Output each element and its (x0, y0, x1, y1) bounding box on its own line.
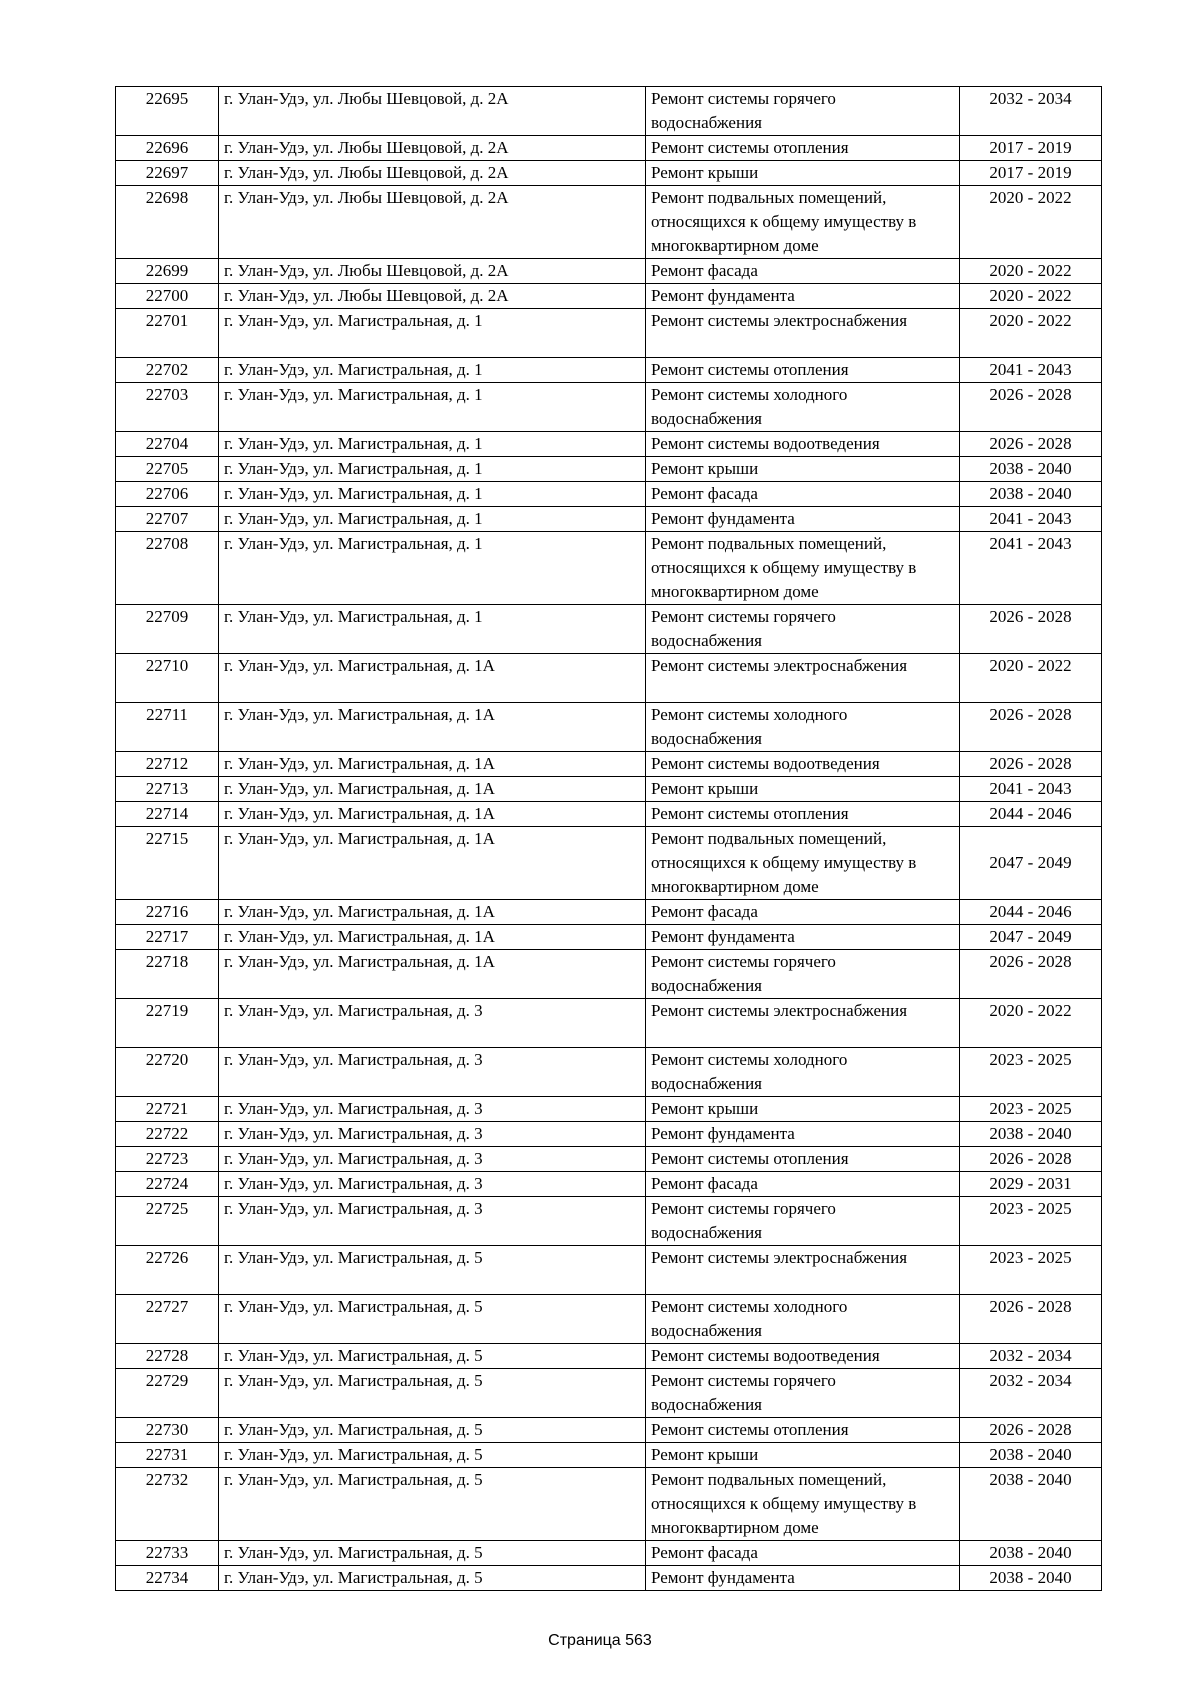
row-work-cell: Ремонт системы горячего водоснабжения (646, 950, 960, 999)
row-id-cell: 22720 (116, 1048, 219, 1097)
row-address-cell: г. Улан-Удэ, ул. Магистральная, д. 1 (219, 507, 646, 532)
row-period-cell: 2020 - 2022 (960, 654, 1102, 703)
row-address-cell: г. Улан-Удэ, ул. Магистральная, д. 1А (219, 827, 646, 900)
table-row (116, 358, 1102, 383)
row-id-cell: 22734 (116, 1566, 219, 1591)
row-id-cell: 22729 (116, 1369, 219, 1418)
table-row (116, 1369, 1102, 1418)
row-period-cell: 2038 - 2040 (960, 1468, 1102, 1541)
row-period-cell: 2023 - 2025 (960, 1246, 1102, 1295)
row-id-cell: 22695 (116, 87, 219, 136)
row-period-cell: 2020 - 2022 (960, 999, 1102, 1048)
row-address-cell: г. Улан-Удэ, ул. Магистральная, д. 1А (219, 777, 646, 802)
row-work-cell: Ремонт системы отопления (646, 1418, 960, 1443)
row-period-cell: 2041 - 2043 (960, 777, 1102, 802)
row-address-cell: г. Улан-Удэ, ул. Магистральная, д. 1А (219, 900, 646, 925)
table-row (116, 259, 1102, 284)
row-work-cell: Ремонт крыши (646, 457, 960, 482)
row-period-cell: 2026 - 2028 (960, 432, 1102, 457)
row-id-cell: 22705 (116, 457, 219, 482)
row-address-cell: г. Улан-Удэ, ул. Магистральная, д. 1 (219, 432, 646, 457)
table-row (116, 1566, 1102, 1591)
table-row (116, 1172, 1102, 1197)
table-row (116, 457, 1102, 482)
row-period-cell: 2020 - 2022 (960, 284, 1102, 309)
row-address-cell: г. Улан-Удэ, ул. Магистральная, д. 5 (219, 1246, 646, 1295)
row-id-cell: 22717 (116, 925, 219, 950)
row-id-cell: 22728 (116, 1344, 219, 1369)
row-work-cell: Ремонт системы горячего водоснабжения (646, 605, 960, 654)
row-address-cell: г. Улан-Удэ, ул. Магистральная, д. 1 (219, 383, 646, 432)
row-work-cell: Ремонт системы отопления (646, 358, 960, 383)
row-address-cell: г. Улан-Удэ, ул. Любы Шевцовой, д. 2А (219, 284, 646, 309)
row-address-cell: г. Улан-Удэ, ул. Магистральная, д. 1А (219, 752, 646, 777)
row-period-cell: 2044 - 2046 (960, 900, 1102, 925)
table-row (116, 1097, 1102, 1122)
row-work-cell: Ремонт фасада (646, 1541, 960, 1566)
row-id-cell: 22733 (116, 1541, 219, 1566)
row-id-cell: 22701 (116, 309, 219, 358)
table-row (116, 507, 1102, 532)
row-work-cell: Ремонт подвальных помещений, относящихся к общему имуществу в многоквартирном доме (646, 827, 960, 900)
row-id-cell: 22712 (116, 752, 219, 777)
row-id-cell: 22716 (116, 900, 219, 925)
row-work-cell: Ремонт системы электроснабжения (646, 1246, 960, 1295)
table-row (116, 482, 1102, 507)
row-address-cell: г. Улан-Удэ, ул. Магистральная, д. 1А (219, 703, 646, 752)
row-address-cell: г. Улан-Удэ, ул. Магистральная, д. 5 (219, 1566, 646, 1591)
table-row (116, 950, 1102, 999)
table-row (116, 87, 1102, 136)
row-period-cell: 2041 - 2043 (960, 507, 1102, 532)
row-address-cell: г. Улан-Удэ, ул. Магистральная, д. 3 (219, 1048, 646, 1097)
row-id-cell: 22725 (116, 1197, 219, 1246)
row-id-cell: 22697 (116, 161, 219, 186)
row-id-cell: 22704 (116, 432, 219, 457)
row-work-cell: Ремонт системы холодного водоснабжения (646, 1048, 960, 1097)
row-work-cell: Ремонт фундамента (646, 925, 960, 950)
row-period-cell: 2038 - 2040 (960, 482, 1102, 507)
row-id-cell: 22711 (116, 703, 219, 752)
table-row (116, 1147, 1102, 1172)
row-work-cell: Ремонт системы водоотведения (646, 1344, 960, 1369)
row-work-cell: Ремонт крыши (646, 161, 960, 186)
row-id-cell: 22706 (116, 482, 219, 507)
table-row (116, 1246, 1102, 1295)
row-period-cell: 2017 - 2019 (960, 161, 1102, 186)
row-period-cell: 2047 - 2049 (960, 925, 1102, 950)
row-work-cell: Ремонт крыши (646, 777, 960, 802)
row-id-cell: 22696 (116, 136, 219, 161)
row-period-cell: 2038 - 2040 (960, 1566, 1102, 1591)
works-table (115, 86, 1102, 1591)
row-period-cell: 2038 - 2040 (960, 457, 1102, 482)
row-id-cell: 22723 (116, 1147, 219, 1172)
row-id-cell: 22732 (116, 1468, 219, 1541)
row-id-cell: 22700 (116, 284, 219, 309)
row-id-cell: 22698 (116, 186, 219, 259)
row-period-cell: 2041 - 2043 (960, 358, 1102, 383)
row-work-cell: Ремонт фундамента (646, 284, 960, 309)
table-row (116, 605, 1102, 654)
table-row (116, 1541, 1102, 1566)
row-address-cell: г. Улан-Удэ, ул. Магистральная, д. 5 (219, 1541, 646, 1566)
table-row (116, 1048, 1102, 1097)
row-work-cell: Ремонт системы холодного водоснабжения (646, 1295, 960, 1344)
row-id-cell: 22730 (116, 1418, 219, 1443)
row-period-cell: 2026 - 2028 (960, 1418, 1102, 1443)
row-id-cell: 22708 (116, 532, 219, 605)
table-row (116, 186, 1102, 259)
row-work-cell: Ремонт фасада (646, 482, 960, 507)
table-row (116, 1468, 1102, 1541)
table-row (116, 136, 1102, 161)
row-address-cell: г. Улан-Удэ, ул. Магистральная, д. 1 (219, 309, 646, 358)
row-address-cell: г. Улан-Удэ, ул. Магистральная, д. 5 (219, 1418, 646, 1443)
row-address-cell: г. Улан-Удэ, ул. Магистральная, д. 1 (219, 532, 646, 605)
table-row (116, 654, 1102, 703)
row-address-cell: г. Улан-Удэ, ул. Любы Шевцовой, д. 2А (219, 136, 646, 161)
page-number: Страница 563 (548, 1632, 652, 1649)
row-work-cell: Ремонт фасада (646, 1172, 960, 1197)
row-work-cell: Ремонт системы отопления (646, 1147, 960, 1172)
row-address-cell: г. Улан-Удэ, ул. Магистральная, д. 5 (219, 1443, 646, 1468)
row-period-cell: 2038 - 2040 (960, 1541, 1102, 1566)
table-row (116, 1443, 1102, 1468)
row-period-cell: 2038 - 2040 (960, 1443, 1102, 1468)
row-id-cell: 22722 (116, 1122, 219, 1147)
row-address-cell: г. Улан-Удэ, ул. Магистральная, д. 1А (219, 925, 646, 950)
row-period-cell: 2017 - 2019 (960, 136, 1102, 161)
row-work-cell: Ремонт фундамента (646, 1566, 960, 1591)
table-row (116, 1418, 1102, 1443)
row-address-cell: г. Улан-Удэ, ул. Магистральная, д. 3 (219, 999, 646, 1048)
row-work-cell: Ремонт системы холодного водоснабжения (646, 383, 960, 432)
row-id-cell: 22721 (116, 1097, 219, 1122)
row-address-cell: г. Улан-Удэ, ул. Магистральная, д. 3 (219, 1122, 646, 1147)
row-work-cell: Ремонт фасада (646, 259, 960, 284)
table-row (116, 703, 1102, 752)
row-id-cell: 22719 (116, 999, 219, 1048)
row-period-cell: 2026 - 2028 (960, 1295, 1102, 1344)
row-work-cell: Ремонт системы отопления (646, 802, 960, 827)
table-row (116, 827, 1102, 900)
table-row (116, 284, 1102, 309)
row-address-cell: г. Улан-Удэ, ул. Любы Шевцовой, д. 2А (219, 87, 646, 136)
table-row (116, 802, 1102, 827)
row-period-cell: 2032 - 2034 (960, 1369, 1102, 1418)
table-row (116, 1295, 1102, 1344)
row-address-cell: г. Улан-Удэ, ул. Магистральная, д. 1А (219, 950, 646, 999)
row-period-cell: 2038 - 2040 (960, 1122, 1102, 1147)
table-row (116, 383, 1102, 432)
row-period-cell: 2026 - 2028 (960, 703, 1102, 752)
row-address-cell: г. Улан-Удэ, ул. Магистральная, д. 5 (219, 1369, 646, 1418)
row-work-cell: Ремонт системы электроснабжения (646, 999, 960, 1048)
row-work-cell: Ремонт подвальных помещений, относящихся к общему имуществу в многоквартирном доме (646, 186, 960, 259)
table-row (116, 1197, 1102, 1246)
table-row (116, 999, 1102, 1048)
row-address-cell: г. Улан-Удэ, ул. Магистральная, д. 5 (219, 1344, 646, 1369)
row-id-cell: 22713 (116, 777, 219, 802)
row-address-cell: г. Улан-Удэ, ул. Любы Шевцовой, д. 2А (219, 186, 646, 259)
row-work-cell: Ремонт крыши (646, 1443, 960, 1468)
row-period-cell: 2023 - 2025 (960, 1097, 1102, 1122)
table-row (116, 161, 1102, 186)
table-row (116, 752, 1102, 777)
row-period-cell: 2032 - 2034 (960, 87, 1102, 136)
row-address-cell: г. Улан-Удэ, ул. Любы Шевцовой, д. 2А (219, 259, 646, 284)
table-row (116, 532, 1102, 605)
works-table-body (116, 87, 1102, 1591)
row-address-cell: г. Улан-Удэ, ул. Магистральная, д. 1 (219, 457, 646, 482)
row-id-cell: 22724 (116, 1172, 219, 1197)
row-work-cell: Ремонт системы электроснабжения (646, 309, 960, 358)
row-work-cell: Ремонт подвальных помещений, относящихся к общему имуществу в многоквартирном доме (646, 532, 960, 605)
row-id-cell: 22726 (116, 1246, 219, 1295)
row-period-cell: 2047 - 2049 (960, 827, 1102, 900)
row-period-cell: 2026 - 2028 (960, 752, 1102, 777)
row-id-cell: 22710 (116, 654, 219, 703)
row-address-cell: г. Улан-Удэ, ул. Любы Шевцовой, д. 2А (219, 161, 646, 186)
table-row (116, 1344, 1102, 1369)
row-work-cell: Ремонт фундамента (646, 507, 960, 532)
row-address-cell: г. Улан-Удэ, ул. Магистральная, д. 1А (219, 654, 646, 703)
row-address-cell: г. Улан-Удэ, ул. Магистральная, д. 3 (219, 1172, 646, 1197)
row-period-cell: 2023 - 2025 (960, 1048, 1102, 1097)
table-row (116, 432, 1102, 457)
row-address-cell: г. Улан-Удэ, ул. Магистральная, д. 1 (219, 605, 646, 654)
row-work-cell: Ремонт системы отопления (646, 136, 960, 161)
row-work-cell: Ремонт системы электроснабжения (646, 654, 960, 703)
row-id-cell: 22731 (116, 1443, 219, 1468)
row-address-cell: г. Улан-Удэ, ул. Магистральная, д. 1 (219, 482, 646, 507)
row-work-cell: Ремонт подвальных помещений, относящихся к общему имуществу в многоквартирном доме (646, 1468, 960, 1541)
row-id-cell: 22702 (116, 358, 219, 383)
row-address-cell: г. Улан-Удэ, ул. Магистральная, д. 3 (219, 1097, 646, 1122)
row-work-cell: Ремонт фасада (646, 900, 960, 925)
row-id-cell: 22718 (116, 950, 219, 999)
table-row (116, 900, 1102, 925)
row-id-cell: 22707 (116, 507, 219, 532)
row-address-cell: г. Улан-Удэ, ул. Магистральная, д. 1А (219, 802, 646, 827)
row-id-cell: 22715 (116, 827, 219, 900)
row-work-cell: Ремонт крыши (646, 1097, 960, 1122)
row-address-cell: г. Улан-Удэ, ул. Магистральная, д. 3 (219, 1197, 646, 1246)
row-period-cell: 2026 - 2028 (960, 605, 1102, 654)
row-work-cell: Ремонт системы водоотведения (646, 432, 960, 457)
row-id-cell: 22699 (116, 259, 219, 284)
row-work-cell: Ремонт системы горячего водоснабжения (646, 1197, 960, 1246)
row-id-cell: 22714 (116, 802, 219, 827)
row-period-cell: 2026 - 2028 (960, 950, 1102, 999)
row-address-cell: г. Улан-Удэ, ул. Магистральная, д. 3 (219, 1147, 646, 1172)
row-period-cell: 2044 - 2046 (960, 802, 1102, 827)
row-address-cell: г. Улан-Удэ, ул. Магистральная, д. 5 (219, 1295, 646, 1344)
row-work-cell: Ремонт системы водоотведения (646, 752, 960, 777)
row-address-cell: г. Улан-Удэ, ул. Магистральная, д. 5 (219, 1468, 646, 1541)
row-period-cell: 2026 - 2028 (960, 383, 1102, 432)
row-work-cell: Ремонт системы холодного водоснабжения (646, 703, 960, 752)
row-id-cell: 22703 (116, 383, 219, 432)
row-work-cell: Ремонт системы горячего водоснабжения (646, 1369, 960, 1418)
row-period-cell: 2041 - 2043 (960, 532, 1102, 605)
table-row (116, 777, 1102, 802)
row-period-cell: 2026 - 2028 (960, 1147, 1102, 1172)
row-period-cell: 2020 - 2022 (960, 309, 1102, 358)
row-period-cell: 2023 - 2025 (960, 1197, 1102, 1246)
table-row (116, 309, 1102, 358)
row-address-cell: г. Улан-Удэ, ул. Магистральная, д. 1 (219, 358, 646, 383)
table-row (116, 925, 1102, 950)
table-row (116, 1122, 1102, 1147)
row-id-cell: 22709 (116, 605, 219, 654)
row-period-cell: 2020 - 2022 (960, 186, 1102, 259)
row-id-cell: 22727 (116, 1295, 219, 1344)
row-period-cell: 2032 - 2034 (960, 1344, 1102, 1369)
row-work-cell: Ремонт фундамента (646, 1122, 960, 1147)
row-period-cell: 2020 - 2022 (960, 259, 1102, 284)
row-work-cell: Ремонт системы горячего водоснабжения (646, 87, 960, 136)
row-period-cell: 2029 - 2031 (960, 1172, 1102, 1197)
